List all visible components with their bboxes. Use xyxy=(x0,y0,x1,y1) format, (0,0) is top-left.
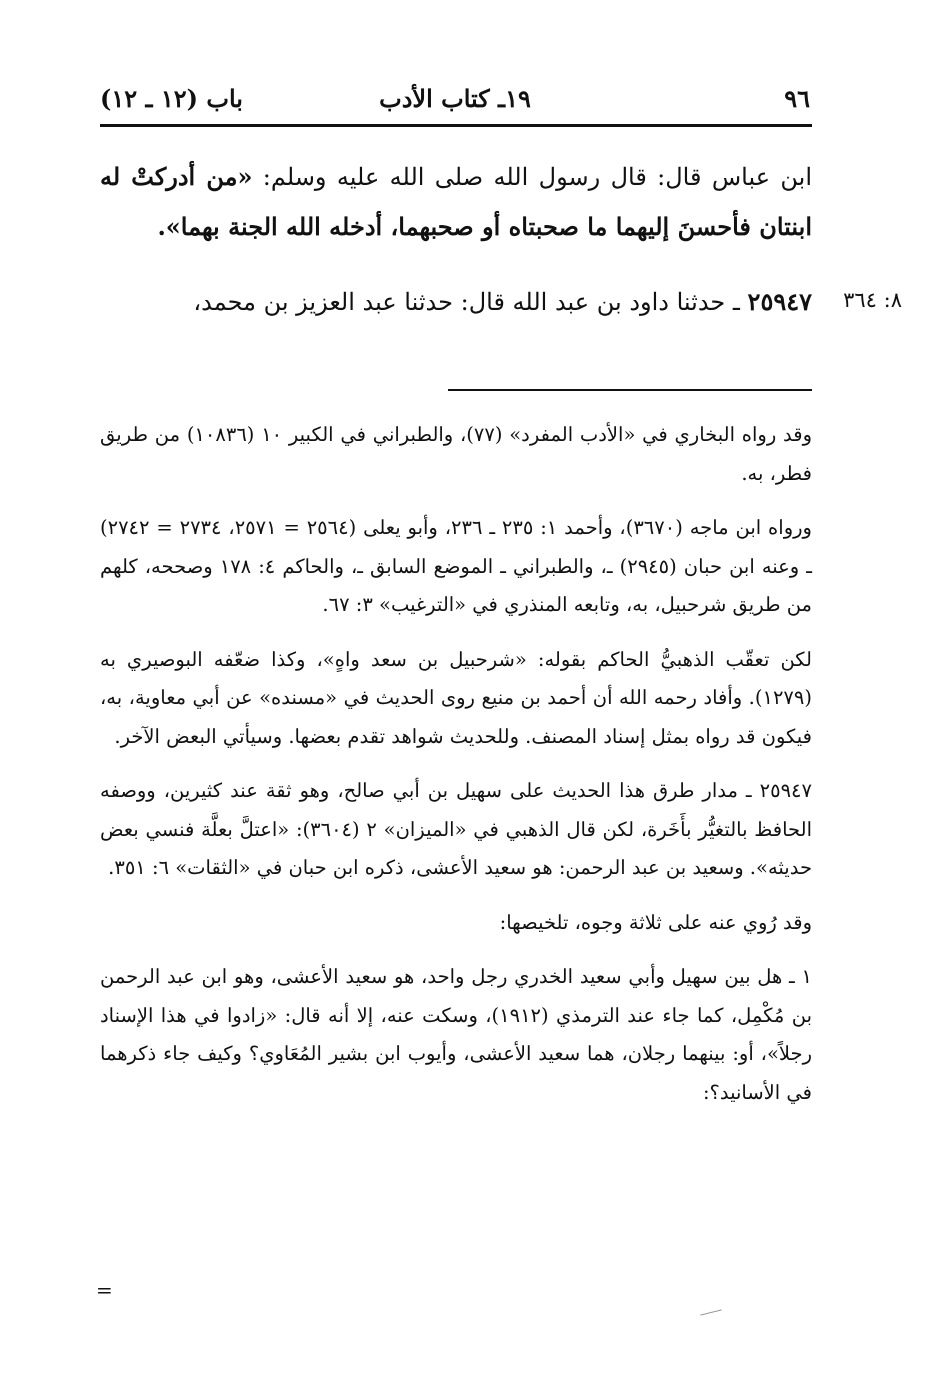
footnote-paragraph: ورواه ابن ماجه (٣٦٧٠)، وأحمد ١: ٢٣٥ ـ ٢٣٦، وأبو يعلى (٢٥٦٤ = ٢٥٧١، ٢٧٣٤ = ٢٧٤٢) ـ وعنه ابن حبان (٢٩٤٥) ـ، والطبراني ـ الموضع السابق ـ، والحاكم ٤: ١٧٨ وصححه، كلهم من طريق شرحبيل، به، وتابعه المنذري في «الترغيب» ٣: ٦٧. xyxy=(100,516,812,616)
page-number: ٩٦ xyxy=(784,84,810,113)
hadith-line xyxy=(100,282,812,322)
continuation-mark: = xyxy=(96,1278,113,1302)
main-text xyxy=(100,152,812,252)
hadith-number: ٢٥٩٤٧ xyxy=(747,287,812,316)
footnote-paragraph: وقد رُوي عنه على ثلاثة وجوه، تلخيصها: xyxy=(499,910,812,934)
page-header xyxy=(100,84,810,120)
footnote-paragraph: وقد رواه البخاري في «الأدب المفرد» (٧٧)، والطبراني في الكبير ١٠ (١٠٨٣٦) من طريق فطر، به. xyxy=(100,423,812,485)
footnote-paragraph: ١ ـ هل بين سهيل وأبي سعيد الخدري رجل واحد، هو سعيد الأعشى، وهو ابن عبد الرحمن بن مُكْمِل، كما جاء عند الترمذي (١٩١٢)، وسكت عنه، إلا أنه قال: «زادوا في هذا الإسناد رجلاً»، أو: بينهما رجلان، هما سعيد الأعشى، وأيوب ابن بشير المُعَاوي؟ وكيف جاء ذكرهما في الأسانيد؟: xyxy=(100,965,812,1104)
main-text-plain: ابن عباس قال: قال رسول الله صلى الله عليه وسلم: xyxy=(252,163,812,191)
margin-reference: ٨: ٣٦٤ xyxy=(843,288,902,312)
footnote-separator xyxy=(448,389,812,391)
hadith-text: ـ حدثنا داود بن عبد الله قال: حدثنا عبد العزيز بن محمد، xyxy=(193,288,748,316)
book-title: ١٩ـ كتاب الأدب xyxy=(379,84,531,113)
scan-speck xyxy=(700,1309,722,1315)
footnote-paragraph: ٢٥٩٤٧ ـ مدار طرق هذا الحديث على سهيل بن أبي صالح، وهو ثقة عند كثيرين، ووصفه الحافظ بالتغيُّر بأَخَرة، لكن قال الذهبي في «الميزان» ٢ (٣٦٠٤): «اعتلَّ بعلَّة فنسي بعض حديثه». وسعيد بن عبد الرحمن: هو سعيد الأعشى، ذكره ابن حبان في «الثقات» ٦: ٣٥١. xyxy=(100,779,812,879)
footnotes xyxy=(100,416,812,1128)
header-rule xyxy=(100,124,812,127)
footnote-paragraph: لكن تعقّب الذهبيُّ الحاكم بقوله: «شرحبيل بن سعد واهٍ»، وكذا ضعّفه البوصيري به (١٢٧٩). وأفاد رحمه الله أن أحمد بن منيع روى الحديث في «مسنده» عن أبي معاوية، به، فيكون قد رواه بمثل إسناد المصنف. وللحديث شواهد تقدم بعضها. وسيأتي البعض الآخر. xyxy=(100,647,812,748)
chapter-label: باب (١٢ ـ ١٢) xyxy=(100,84,243,113)
main-text-quote: «من أدركتْ له ابنتان فأحسنَ إليهما ما صحبتاه أو صحبهما، أدخله الله الجنة بهما». xyxy=(100,162,812,241)
